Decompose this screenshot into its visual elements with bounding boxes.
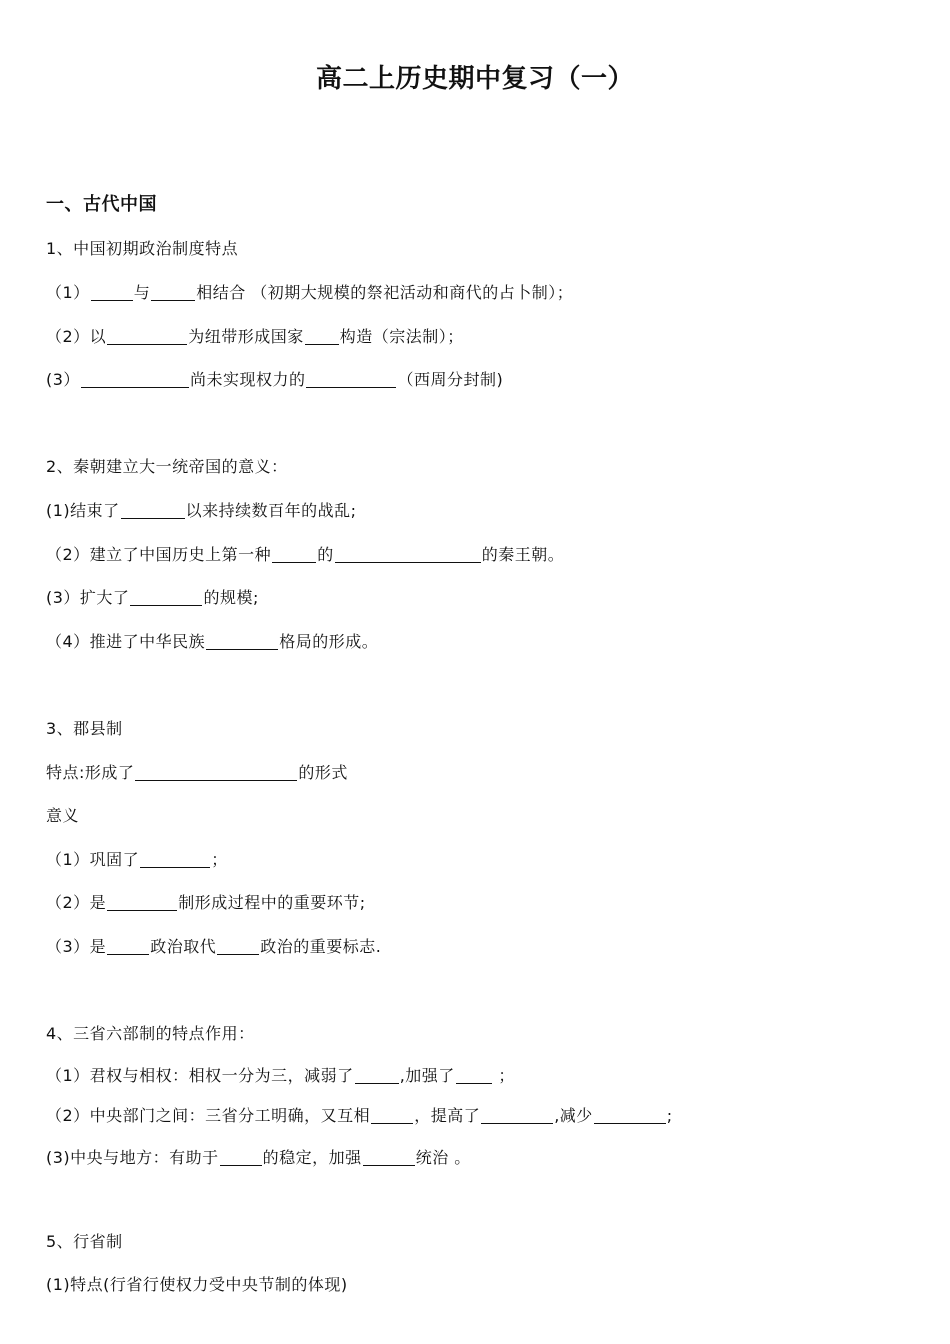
question-4-item-1 — [46, 1063, 515, 1086]
text: （2）以 — [46, 327, 107, 346]
text: ； — [211, 850, 228, 869]
question-1-item-2 — [46, 324, 464, 347]
question-4-item-2 — [46, 1103, 673, 1126]
fill-blank[interactable] — [355, 1067, 399, 1084]
text: 构造（宗法制）； — [339, 327, 464, 346]
fill-blank[interactable] — [456, 1067, 492, 1084]
question-2-item-3 — [46, 585, 259, 608]
fill-blank[interactable] — [305, 328, 339, 345]
text: 的 — [317, 545, 334, 564]
fill-blank[interactable] — [151, 284, 195, 301]
fill-blank[interactable] — [206, 633, 278, 650]
fill-blank[interactable] — [121, 502, 185, 519]
text: （4）推进了中华民族 — [46, 632, 206, 651]
text: (3） — [46, 370, 80, 389]
fill-blank[interactable] — [371, 1107, 413, 1124]
text: （1）君权与相权：相权一分为三，减弱了 — [46, 1066, 354, 1085]
text: 的秦王朝。 — [481, 545, 565, 564]
text: 的规模; — [203, 588, 259, 607]
question-2-item-4 — [46, 629, 378, 652]
text: 政治的重要标志. — [260, 937, 382, 956]
page-title: 高二上历史期中复习（一） — [315, 64, 634, 94]
fill-blank[interactable] — [217, 938, 259, 955]
fill-blank[interactable] — [594, 1107, 666, 1124]
question-4-title: 4、三省六部制的特点作用： — [46, 1024, 255, 1043]
text: 的稳定，加强 — [262, 1148, 362, 1167]
text: 的形式 — [298, 763, 348, 782]
question-3-item-1 — [46, 847, 228, 870]
question-3-meaning: 意义 — [46, 806, 80, 825]
question-3-item-2 — [46, 890, 366, 913]
fill-blank[interactable] — [220, 1149, 262, 1166]
fill-blank[interactable] — [135, 764, 297, 781]
text: （1） — [46, 283, 90, 302]
text: （2）是 — [46, 893, 107, 912]
question-5-title: 5、行省制 — [46, 1232, 123, 1251]
fill-blank[interactable] — [107, 328, 187, 345]
text: ; — [666, 1106, 673, 1125]
question-1-item-3 — [46, 367, 503, 390]
text: 以来持续数百年的战乱; — [185, 501, 357, 520]
fill-blank[interactable] — [107, 894, 177, 911]
text: (1)结束了 — [46, 501, 120, 520]
fill-blank[interactable] — [363, 1149, 415, 1166]
question-5-item-1: (1)特点(行省行使权力受中央节制的体现) — [46, 1275, 348, 1294]
text: 制形成过程中的重要环节; — [178, 893, 366, 912]
text: （2）中央部门之间：三省分工明确，又互相 — [46, 1106, 371, 1125]
text: ,减少 — [554, 1106, 593, 1125]
fill-blank[interactable] — [306, 371, 396, 388]
fill-blank[interactable] — [335, 546, 481, 563]
text: （1）巩固了 — [46, 850, 140, 869]
text: 相结合 （初期大规模的祭祀活动和商代的占卜制）； — [196, 283, 574, 302]
question-1-item-1 — [46, 280, 573, 303]
text: 特点:形成了 — [46, 763, 135, 782]
fill-blank[interactable] — [140, 851, 210, 868]
section-heading: 一、古代中国 — [46, 194, 157, 215]
text: （2）建立了中国历史上第一种 — [46, 545, 272, 564]
question-4-item-3 — [46, 1145, 471, 1168]
text: 为纽带形成国家 — [188, 327, 304, 346]
fill-blank[interactable] — [107, 938, 149, 955]
question-3-title: 3、郡县制 — [46, 719, 123, 738]
text: （3）是 — [46, 937, 107, 956]
text: 统治 。 — [415, 1148, 471, 1167]
text: ,加强了 — [399, 1066, 455, 1085]
fill-blank[interactable] — [81, 371, 189, 388]
text: ，提高了 — [414, 1106, 481, 1125]
question-2-item-2 — [46, 542, 564, 565]
question-3-item-3 — [46, 934, 381, 957]
text: 尚未实现权力的 — [189, 370, 306, 389]
text: （西周分封制) — [397, 370, 504, 389]
question-2-title: 2、秦朝建立大一统帝国的意义： — [46, 457, 288, 476]
question-2-item-1 — [46, 498, 357, 521]
fill-blank[interactable] — [272, 546, 316, 563]
text: (3）扩大了 — [46, 588, 130, 607]
question-1-title: 1、中国初期政治制度特点 — [46, 239, 239, 258]
fill-blank[interactable] — [130, 589, 202, 606]
fill-blank[interactable] — [481, 1107, 553, 1124]
text: 政治取代 — [150, 937, 217, 956]
text: 与 — [133, 283, 151, 302]
question-3-feature — [46, 760, 348, 783]
text: (3)中央与地方：有助于 — [46, 1148, 219, 1167]
text: ； — [492, 1066, 515, 1085]
text: 格局的形成。 — [279, 632, 379, 651]
fill-blank[interactable] — [91, 284, 133, 301]
